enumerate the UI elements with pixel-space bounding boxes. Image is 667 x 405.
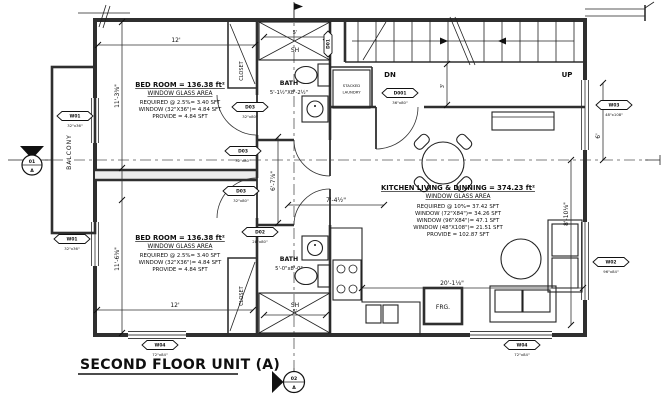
tag-d001 (382, 89, 418, 106)
tag-d01-id: D01 (326, 39, 332, 49)
bedroom-1-annotation (135, 81, 225, 120)
tag-w04a-id: W04 (154, 343, 166, 349)
drawing-title (78, 357, 280, 374)
dim-shower1-width: 5' (292, 30, 298, 36)
section-marker-left (8, 146, 52, 175)
tag-d001-id: D001 (393, 91, 407, 97)
stairs (352, 17, 574, 79)
shower-2-label: SH (290, 302, 300, 309)
dim-right-upper: 6' (595, 133, 602, 139)
tag-d02-id: D02 (255, 230, 265, 236)
bedroom-2-provide: PROVIDE = 4.84 SFT (152, 267, 208, 273)
tag-d001-size: 36"x80" (392, 100, 408, 105)
section-marker-left-sheet: A (30, 169, 34, 174)
tag-w01a-size: 32"x36" (67, 123, 83, 128)
bath-2-size: 5'-0"x8'-0" (275, 266, 303, 272)
kitchen-glass-header: WINDOW GLASS AREA (425, 194, 491, 200)
tag-d03b-size: 32"x80" (235, 158, 251, 163)
bedroom-2-window: WINDOW (32"X36")= 4.84 SFT (138, 260, 222, 266)
dim-bottom-width: 12' (170, 302, 180, 309)
kitchen-window-2: WINDOW (96"X84")= 47.1 SFT (416, 218, 500, 224)
kitchen-window-1: WINDOW (72"X84")= 34.26 SFT (414, 211, 502, 217)
dim-left-upper: 11'-3⅜" (114, 84, 121, 108)
tag-w01b (54, 235, 90, 252)
section-marker-left-number: 01 (28, 160, 36, 165)
tag-d03a (232, 103, 268, 120)
tag-w03-id: W03 (608, 103, 620, 109)
dim-stair-landing: 3' (440, 83, 446, 89)
tag-w02-id: W02 (605, 260, 617, 266)
laundry-label-1: STACKED (342, 83, 361, 88)
closet-2-label: CLOSET (239, 286, 245, 306)
dim-right-lower: 8'-10⅛" (563, 202, 570, 226)
bedroom-1-glass-header: WINDOW GLASS AREA (147, 91, 213, 97)
tag-w01a (57, 112, 93, 129)
bedroom-2-req: REQUIRED @ 2.5%= 3.40 SFT (139, 253, 221, 259)
stairs-down-label: DN (384, 71, 396, 79)
tag-d02 (242, 228, 278, 245)
tag-d03c-id: D03 (236, 189, 246, 195)
laundry-label-2: LAUNDRY (342, 89, 361, 95)
tag-w01b-size: 32"x36" (64, 246, 80, 251)
dim-kitchen-width: 20'-1⅛" (440, 280, 464, 287)
stacked-laundry (333, 70, 370, 108)
kitchen-name: KITCHEN LIVING & DINNING = 374.23 ft² (381, 184, 535, 192)
section-marker-bottom-sheet: A (292, 386, 296, 391)
bedroom-1-window: WINDOW (32"X36")= 4.84 SFT (138, 107, 222, 113)
fridge-label: FRG. (435, 304, 451, 311)
stair-direction-arrow-dn (440, 38, 448, 45)
tag-w01a-id: W01 (69, 114, 81, 120)
tag-w02 (593, 258, 629, 275)
shower-1-label: SH (290, 47, 300, 54)
bedroom-1-provide: PROVIDE = 4.84 SFT (152, 114, 208, 120)
bedroom-2-glass-header: WINDOW GLASS AREA (147, 244, 213, 250)
bath-2-label: BATH (279, 256, 299, 263)
tag-w03-size: 48"x108" (605, 112, 623, 117)
coffee-table (501, 239, 541, 279)
dim-top-width: 12' (171, 37, 181, 44)
bath-1-size: 5'-1½"X8'-2½" (269, 90, 309, 96)
tag-w04b (504, 341, 540, 358)
tag-d03b-id: D03 (238, 149, 248, 155)
tag-w04a (142, 341, 178, 358)
tag-w04b-size: 72"x84" (514, 352, 530, 357)
bedroom-1-req: REQUIRED @ 2.5%= 3.40 SFT (139, 100, 221, 106)
exterior-walls (78, 2, 654, 335)
closet-1-label: CLOSET (239, 61, 245, 81)
tag-d02-size: 28"x80" (252, 239, 268, 244)
section-marker-bottom-number: 02 (290, 377, 298, 382)
balcony-label: BALCONY (66, 134, 73, 170)
tag-w04b-id: W04 (516, 343, 528, 349)
dim-shower2-width: 5' (292, 309, 298, 315)
tag-d03c-size: 32"x80" (233, 198, 249, 203)
tag-w02-size: 96"x84" (603, 269, 619, 274)
tag-d03a-size: 32"x80" (242, 114, 258, 119)
tag-d03c (223, 187, 259, 204)
kitchen-req: REQUIRED @ 10%= 37.42 SFT (416, 204, 500, 210)
tag-w04a-size: 72"x84" (152, 352, 168, 357)
tag-d01 (324, 31, 332, 57)
bedroom-2-annotation (135, 234, 225, 273)
bath-2 (259, 236, 330, 333)
tag-w03 (596, 101, 632, 118)
tag-w01b-id: W01 (66, 237, 78, 243)
kitchen-annotation (381, 184, 535, 238)
bedroom-2-name: BED ROOM = 136.38 ft² (135, 234, 225, 242)
kitchen-window-3: WINDOW (48"X108")= 21.51 SFT (413, 225, 503, 231)
stairs-up-label: UP (561, 71, 573, 79)
kitchen-provide: PROVIDE = 102.87 SFT (426, 232, 490, 238)
balcony (52, 67, 95, 233)
dim-hall-width: 7'-4½" (325, 197, 347, 204)
sofa-sectional (490, 220, 582, 322)
drawing-title-text: SECOND FLOOR UNIT (A) (80, 357, 281, 373)
tag-d03b (225, 147, 261, 164)
bath-1-label: BATH (279, 80, 299, 87)
bedroom-1-name: BED ROOM = 136.38 ft² (135, 81, 225, 89)
dim-left-lower: 11'-6⅜" (114, 247, 121, 271)
tag-d03a-id: D03 (245, 105, 255, 111)
dim-hall-height: 6'-7⅞" (270, 170, 277, 192)
